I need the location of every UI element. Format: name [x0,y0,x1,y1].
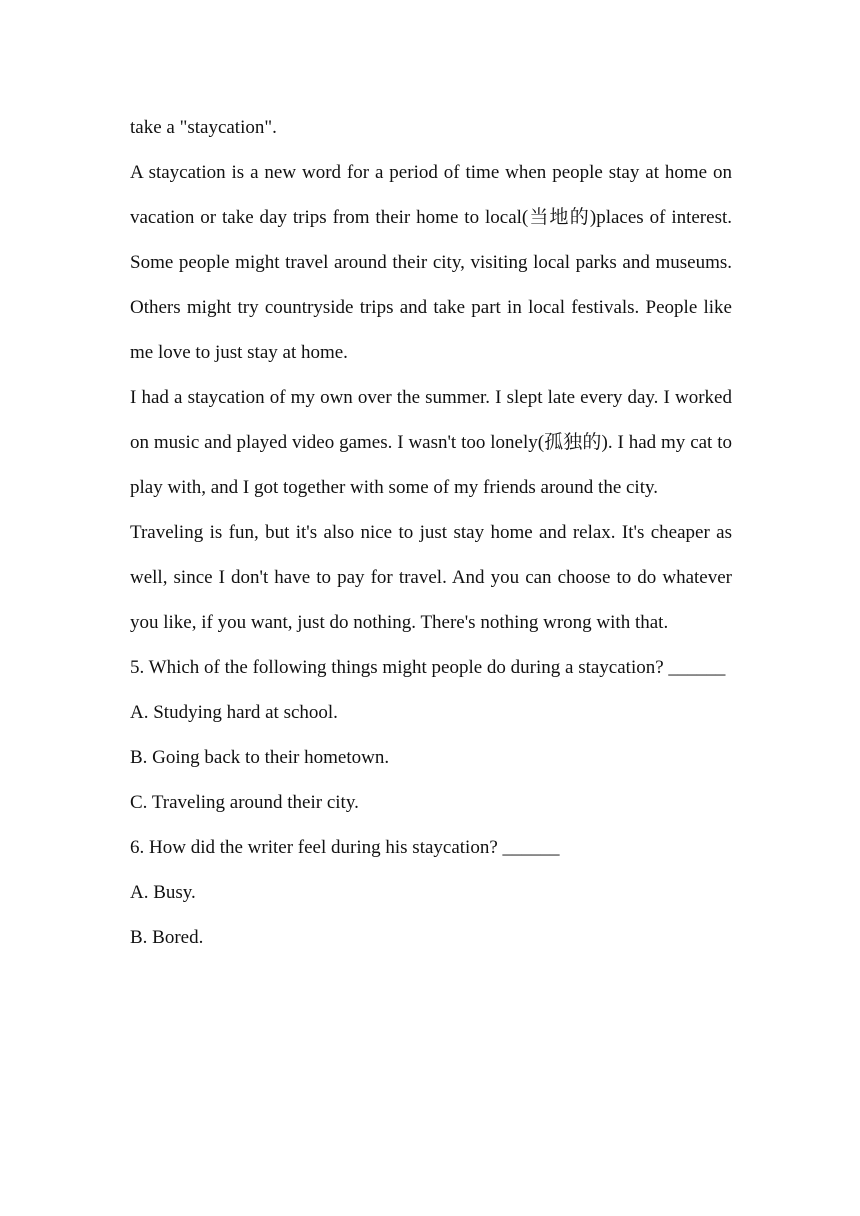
question-6-option-b: B. Bored. [130,927,204,948]
question-5-option-c: C. Traveling around their city. [130,792,359,813]
passage-paragraph-3: I had a staycation of my own over the summer. I slept late every day. I worked on music and played video games. I wasn't too lonely(孤独的). I had my cat to play with, and I got together with some of my friends around the city. [130,387,732,498]
question-5-option-b: B. Going back to their hometown. [130,747,390,768]
question-5-stem: 5. Which of the following things might people do during a staycation? ______ [130,657,726,678]
passage-paragraph-1: take a "staycation". [130,117,277,138]
document-page [130,105,732,960]
question-5-option-a: A. Studying hard at school. [130,702,338,723]
question-6-stem: 6. How did the writer feel during his staycation? ______ [130,837,560,858]
passage-paragraph-4: Traveling is fun, but it's also nice to just stay home and relax. It's cheaper as well, since I don't have to pay for travel. And you can choose to do whatever you like, if you want, just do nothing. There's nothing wrong with that. [130,522,732,633]
passage-paragraph-2: A staycation is a new word for a period of time when people stay at home on vacation or take day trips from their home to local(当地的)places of interest. Some people might travel around their city, visiting local parks and museums. Others might try countryside trips and take part in local festivals. People like me love to just stay at home. [130,162,732,363]
question-6-option-a: A. Busy. [130,882,196,903]
